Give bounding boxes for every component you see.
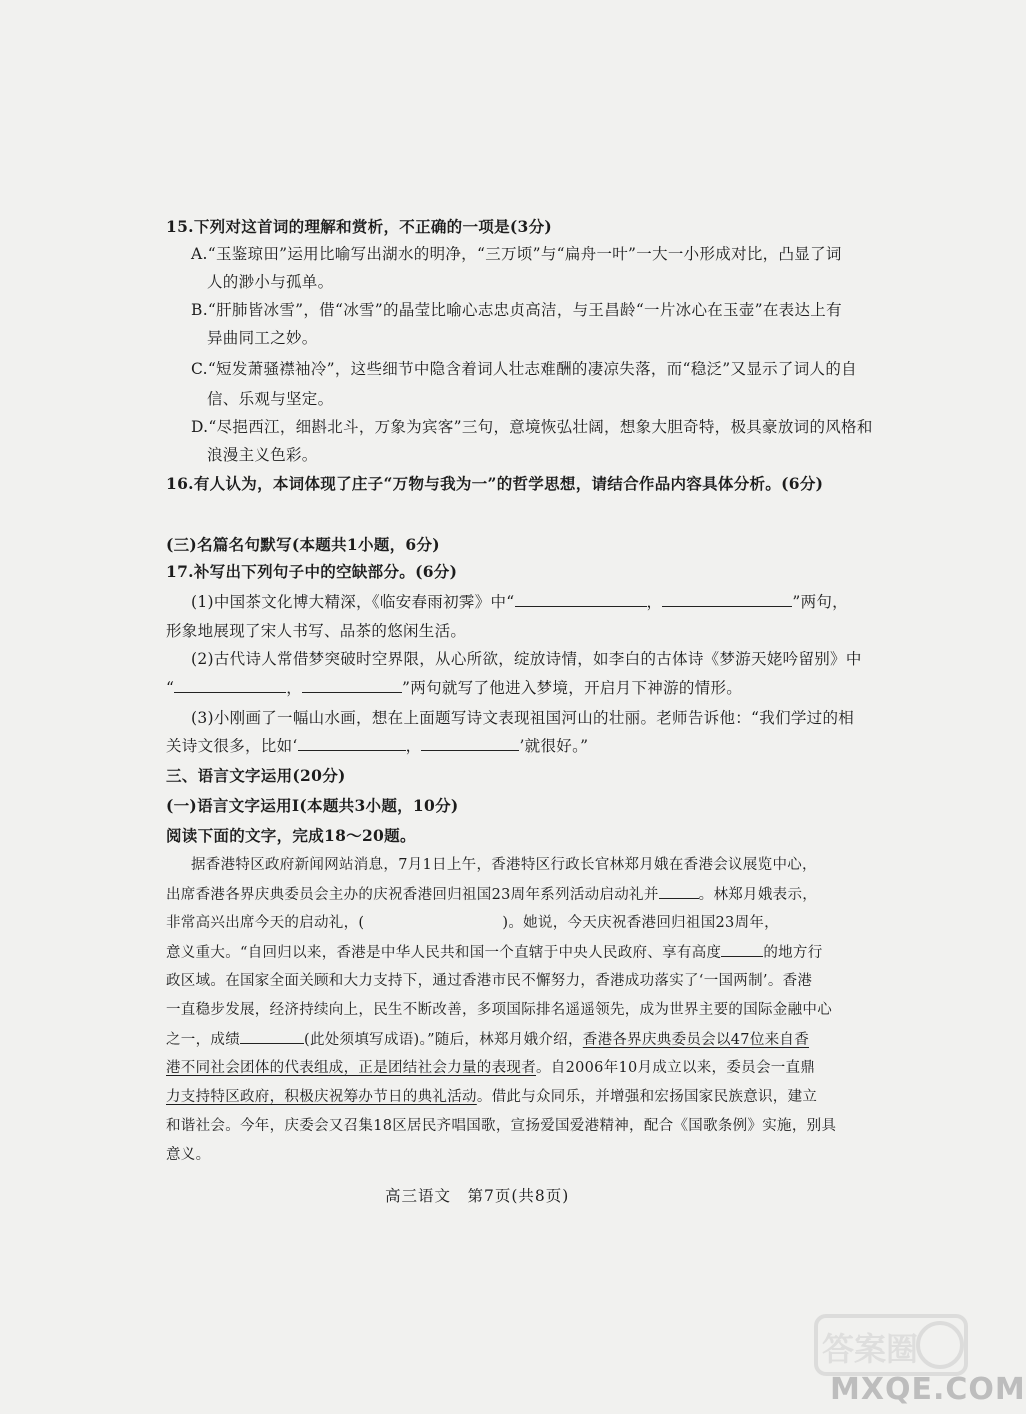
watermark-logo-text: 答案圈 (822, 1330, 919, 1368)
passage-line-2-a: 出席香港各界庆典委员会主办的庆祝香港回归祖国23周年系列活动启动礼并 (166, 887, 659, 903)
passage-line-9-b: 。借此与众同乐，并增强和宏扬国家民族意识，建立 (476, 1089, 818, 1105)
passage-line-2-b: 。林郑月娥表示， (698, 887, 818, 903)
option-a-line2: 人的渺小与孤单。 (207, 273, 334, 291)
passage-line-7 (166, 1029, 809, 1050)
passage-blank-3[interactable] (240, 1029, 304, 1044)
passage-line-10: 和谐社会。今年，庆委会又召集18区居民齐唱国歌，宣扬爱国爱港精神，配合《国歌条例》实施，别具 (166, 1118, 837, 1134)
q17-part3-text-d: ’就很好。” (519, 737, 589, 755)
q17-part1-line1 (191, 592, 848, 612)
q17-blank-2[interactable] (662, 592, 792, 607)
q17-part3-text-b: 关诗文很多，比如‘ (166, 737, 298, 755)
passage-line-8 (166, 1058, 815, 1078)
passage-line-8-b: 。自2006年10月成立以来，委员会一直鼎 (536, 1060, 816, 1076)
reading-instruction: 阅读下面的文字，完成18～20题。 (166, 826, 416, 845)
part-3-heading: 三、语言文字运用(20分) (166, 766, 346, 785)
q17-part3-text-c: ， (405, 737, 422, 755)
passage-line-11: 意义。 (166, 1147, 211, 1163)
passage-line-7-a: 之一，成绩 (166, 1032, 240, 1048)
underlined-sentence-1b: 港不同社会团体的代表组成，正是团结社会力量的表现者 (166, 1060, 536, 1076)
passage-line-4-a: 意义重大。“自回归以来，香港是中华人民共和国一个直辖于中央人民政府、享有高度 (166, 945, 722, 961)
underlined-sentence-2: 力支持特区政府，积极庆祝筹办节日的典礼活动 (166, 1089, 477, 1105)
watermark-text: MXQE.COM (830, 1372, 1026, 1407)
page-footer: 高三语文 第7页(共8页) (385, 1187, 570, 1205)
q17-blank-3[interactable] (174, 678, 286, 693)
q17-blank-1[interactable] (515, 592, 647, 607)
q17-part2-text-c: ， (286, 679, 303, 697)
q17-part2-line1: (2)古代诗人常借梦突破时空界限，从心所欲，绽放诗情，如李白的古体诗《梦游天姥吟留别》中 (191, 650, 862, 668)
passage-blank-2[interactable] (721, 942, 763, 957)
passage-line-2 (166, 884, 817, 905)
q17-part2-text-b: “ (166, 679, 175, 697)
option-c-line2: 信、乐观与坚定。 (207, 390, 334, 408)
part-3-subheading: (一)语言文字运用Ⅰ(本题共3小题，10分) (166, 796, 459, 815)
passage-line-1: 据香港特区政府新闻网站消息，7月1日上午，香港特区行政长官林郑月娥在香港会议展览中心， (191, 857, 817, 873)
section-3-heading: (三)名篇名句默写(本题共1小题，6分) (166, 535, 440, 554)
q17-blank-6[interactable] (421, 736, 519, 751)
passage-line-5: 政区域。在国家全面关顾和大力支持下，通过香港市民不懈努力，香港成功落实了‘一国两制’。香港 (166, 973, 813, 989)
q17-part3-line2 (166, 736, 588, 756)
question-15-stem: 15.下列对这首词的理解和赏析，不正确的一项是(3分) (166, 217, 553, 236)
option-d-line2: 浪漫主义色彩。 (207, 446, 318, 464)
option-c-line1: C.“短发萧骚襟袖冷”，这些细节中隐含着词人壮志难酬的凄凉失落，而“稳泛”又显示了词人的自 (191, 360, 857, 378)
option-a-line1: A.“玉鉴琼田”运用比喻写出湖水的明净，“三万顷”与“扁舟一叶”一大一小形成对比，凸显了词 (191, 245, 842, 263)
q17-part1-text-c: ”两句， (792, 593, 848, 611)
passage-line-4-b: 的地方行 (763, 945, 823, 961)
q17-blank-4[interactable] (302, 678, 402, 693)
passage-line-3-b: )。她说，今天庆祝香港回归祖国23周年， (502, 915, 779, 931)
passage-line-4 (166, 942, 823, 963)
question-17-stem: 17.补写出下列句子中的空缺部分。(6分) (166, 562, 458, 581)
q17-part1-text-a: (1)中国茶文化博大精深，《临安春雨初霁》中“ (191, 593, 515, 611)
underlined-sentence-1a: 香港各界庆典委员会以47位来自香 (582, 1032, 810, 1048)
option-b-line1: B.“肝肺皆冰雪”，借“冰雪”的晶莹比喻心志忠贞高洁，与王昌龄“一片冰心在玉壶”在表达上有 (191, 301, 842, 319)
passage-blank-1[interactable] (659, 884, 699, 899)
q17-part2-line2 (166, 678, 742, 698)
passage-line-3 (166, 913, 779, 933)
q17-part1-line2: 形象地展现了宋人书写、品茶的悠闲生活。 (166, 622, 467, 640)
passage-line-3-a: 非常高兴出席今天的启动礼，( (166, 915, 365, 931)
passage-line-7-b: (此处须填写成语)。”随后，林郑月娥介绍， (304, 1032, 583, 1048)
option-b-line2: 异曲同工之妙。 (207, 329, 318, 347)
passage-line-9 (166, 1087, 817, 1107)
question-16-stem: 16.有人认为，本词体现了庄子“万物与我为一”的哲学思想，请结合作品内容具体分析。(6分) (166, 474, 824, 493)
passage-line-6: 一直稳步发展，经济持续向上，民生不断改善，多项国际排名遥遥领先，成为世界主要的国际金融中心 (166, 1002, 832, 1018)
q17-part3-line1: (3)小刚画了一幅山水画，想在上面题写诗文表现祖国河山的壮丽。老师告诉他：“我们学过的相 (191, 709, 855, 727)
option-d-line1: D.“尽挹西江，细斟北斗，万象为宾客”三句，意境恢弘壮阔，想象大胆奇特，极具豪放词的风格和 (191, 418, 873, 436)
q17-part1-text-b: ， (646, 593, 663, 611)
q17-blank-5[interactable] (298, 736, 406, 751)
q17-part2-text-d: ”两句就写了他进入梦境，开启月下神游的情形。 (402, 679, 743, 697)
